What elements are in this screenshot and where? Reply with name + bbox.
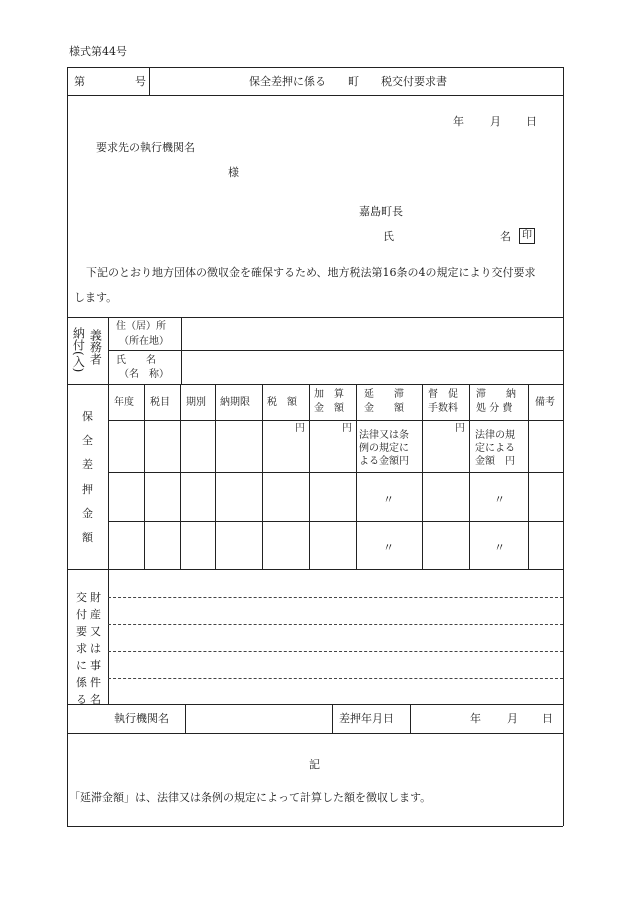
frame-top	[67, 67, 563, 68]
row1-tax-unit: 円	[295, 423, 305, 434]
frame-bottom	[67, 826, 563, 827]
property-label-c2-2: 又	[90, 625, 101, 638]
property-label-c2-5: 件	[90, 676, 101, 689]
seizure-year-label: 年	[470, 712, 481, 725]
row1-delinquency-note-3: よる金額円	[359, 456, 409, 467]
property-label-c1-4: に	[76, 659, 87, 672]
row1-dunning-unit: 円	[455, 423, 465, 434]
header-tax-amount: 税 額	[267, 397, 297, 408]
header-year: 年度	[114, 397, 134, 408]
header-delinquency-1: 延 滞	[364, 389, 404, 400]
property-label-c1-3: 求	[76, 642, 87, 655]
header-remarks: 備考	[535, 397, 555, 408]
row1-delinquency-note-1: 法律又は条	[359, 430, 409, 441]
header-deadline: 納期限	[220, 397, 250, 408]
amount-side-label-0: 保	[82, 410, 93, 423]
property-label-c1-5: 係	[76, 676, 87, 689]
taxpayer-role-sub: 義務者	[88, 329, 103, 365]
form-number: 様式第44号	[69, 45, 127, 58]
property-label-c1-1: 付	[76, 608, 87, 621]
header-disposition-2: 処 分 費	[476, 403, 513, 414]
row2-delinquency-ditto: 〃	[383, 493, 394, 506]
row2-disposition-ditto: 〃	[494, 493, 505, 506]
property-label-c2-3: は	[90, 642, 101, 655]
header-period: 期別	[186, 397, 206, 408]
amount-side-label-2: 差	[82, 458, 93, 471]
sender-name-label: 氏	[383, 230, 394, 243]
date-day-label: 日	[526, 115, 537, 128]
row1-addition-unit: 円	[342, 423, 352, 434]
property-label-c2-4: 事	[90, 659, 101, 672]
amount-side-label-3: 押	[82, 483, 93, 496]
header-tax-item: 税目	[150, 397, 170, 408]
seizure-month-label: 月	[507, 712, 518, 725]
amount-side-label-1: 全	[82, 434, 93, 447]
header-addition-2: 金 額	[314, 403, 344, 414]
property-label-c2-1: 産	[90, 608, 101, 621]
row1-disposition-note-1: 法律の規	[475, 430, 515, 441]
frame-right	[563, 67, 564, 826]
row1-disposition-note-3: 金額 円	[475, 456, 515, 467]
sender-name-label-2: 名	[500, 230, 511, 243]
recipient-honorific: 様	[228, 166, 239, 179]
header-dunning-1: 督 促	[428, 389, 458, 400]
document-title: 保全差押に係る 町 税交付要求書	[249, 75, 447, 88]
address-label: 住（居）所	[116, 321, 166, 332]
property-label-c1-6: る	[76, 693, 87, 706]
name-label-sub: （名 称）	[119, 369, 169, 380]
notes-text: 「延滞金額」は、法律又は条例の規定によって計算した額を徴収します。	[69, 791, 432, 804]
body-text-line-1: 下記のとおり地方団体の徴収金を確保するため、地方税法第16条の4の規定により交付要求	[86, 266, 536, 279]
seal-mark: 印	[519, 228, 535, 244]
taxpayer-role-main: 納付(入)	[71, 327, 86, 373]
property-label-c1-0: 交	[76, 591, 87, 604]
amount-side-label-5: 額	[82, 531, 93, 544]
header-disposition-1: 滞 納	[476, 389, 516, 400]
header-addition-1: 加 算	[314, 389, 344, 400]
header-delinquency-2: 金 額	[364, 403, 404, 414]
sender-title: 嘉島町長	[359, 205, 403, 218]
date-month-label: 月	[490, 115, 501, 128]
row3-disposition-ditto: 〃	[494, 541, 505, 554]
notes-ki: 記	[309, 758, 320, 771]
exec-agency-label: 執行機関名	[114, 712, 169, 725]
property-label-c2-0: 財	[90, 591, 101, 604]
amount-side-label-4: 金	[82, 507, 93, 520]
frame-left	[67, 67, 68, 826]
name-label: 氏 名	[116, 355, 156, 366]
property-label-c2-6: 名	[90, 693, 101, 706]
seizure-date-label: 差押年月日	[339, 712, 394, 725]
body-text-line-2: します。	[74, 291, 118, 304]
seizure-day-label: 日	[542, 712, 553, 725]
row1-delinquency-note-2: 例の規定に	[359, 443, 409, 454]
header-dunning-2: 手数料	[428, 403, 458, 414]
property-label-c1-2: 要	[76, 625, 87, 638]
doc-no-suffix: 号	[135, 75, 146, 88]
row1-disposition-note-2: 定による	[475, 443, 515, 454]
recipient-label: 要求先の執行機関名	[96, 141, 195, 154]
address-label-sub: （所在地）	[119, 336, 169, 347]
row3-delinquency-ditto: 〃	[383, 541, 394, 554]
doc-no-prefix: 第	[74, 75, 85, 88]
date-year-label: 年	[453, 115, 464, 128]
